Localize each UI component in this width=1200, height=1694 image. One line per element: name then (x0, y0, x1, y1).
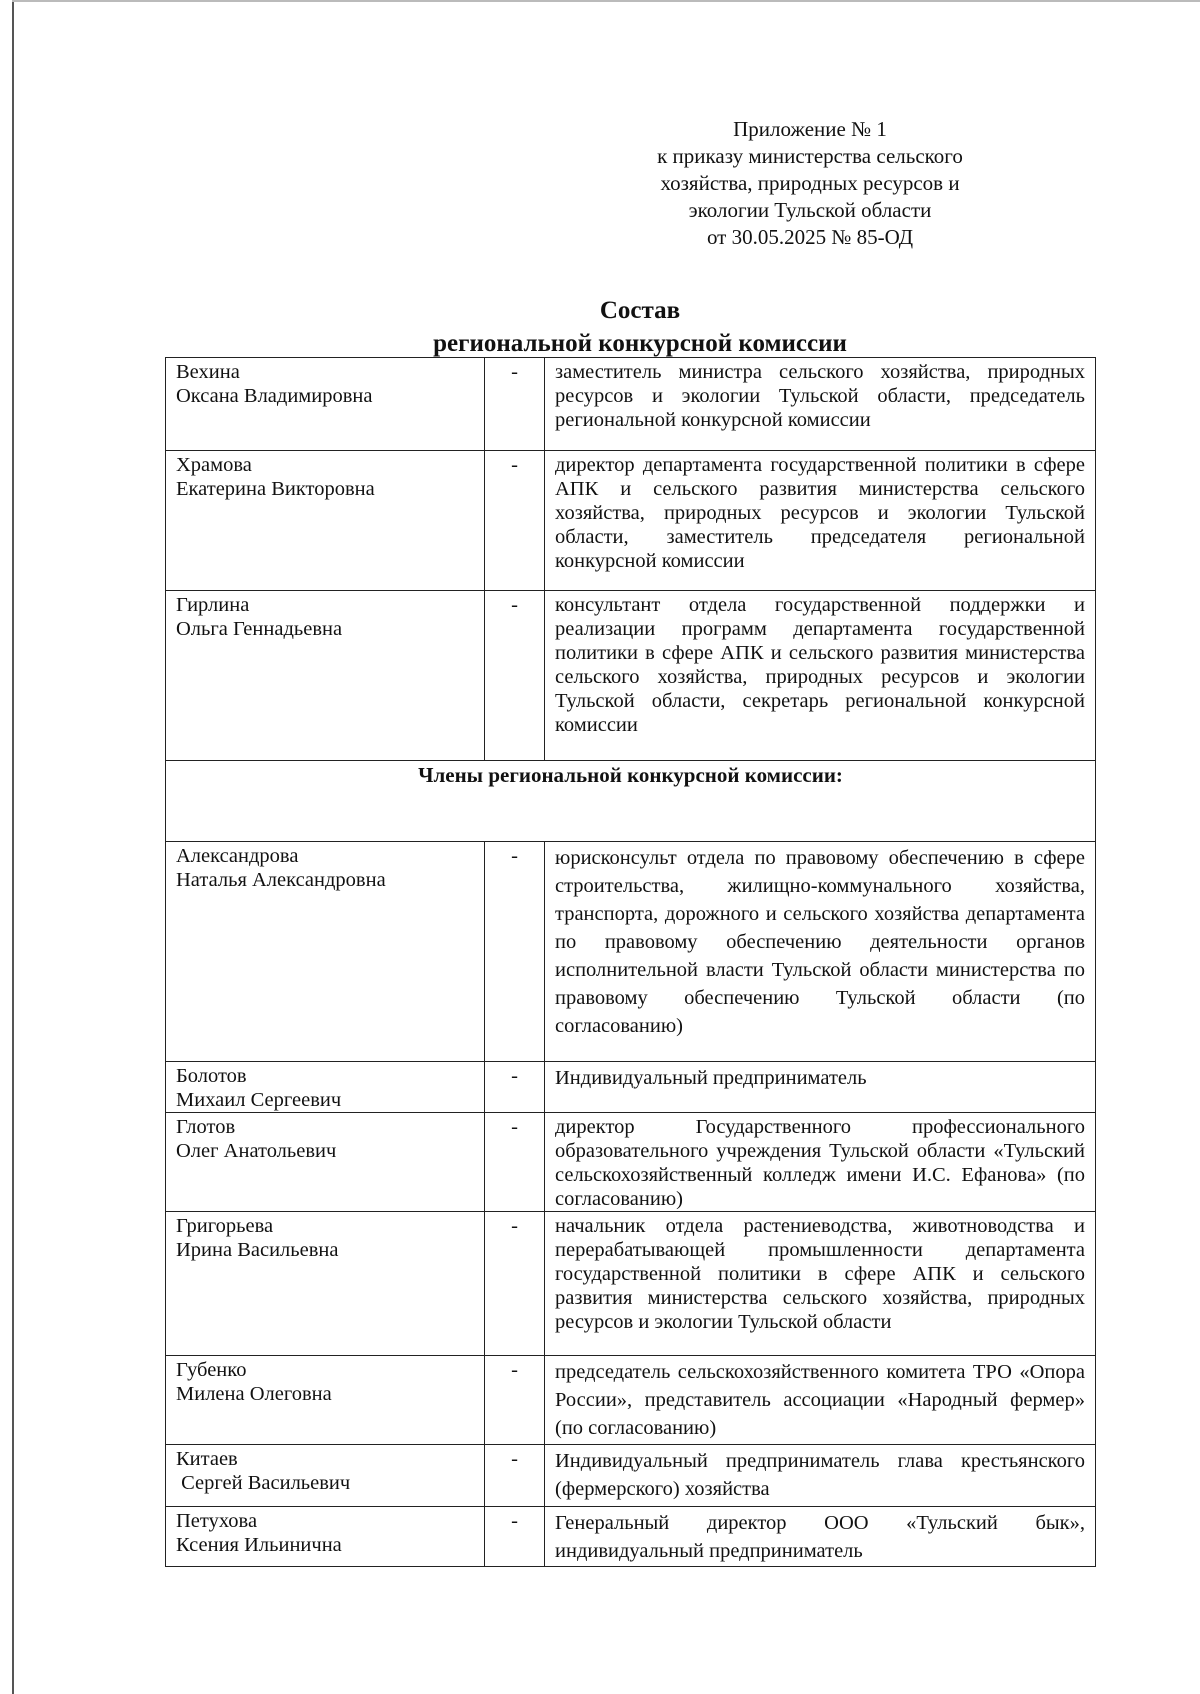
dash: - (485, 1062, 545, 1113)
table-row (166, 842, 1096, 1062)
table-row (166, 1356, 1096, 1445)
person-name (166, 1113, 485, 1212)
surname: Вехина (176, 361, 240, 383)
given-name: Наталья Александровна (176, 869, 386, 891)
person-name (166, 1356, 485, 1445)
surname: Гирлина (176, 594, 250, 616)
appendix-header (560, 116, 1060, 251)
dash: - (485, 1212, 545, 1356)
table-row (166, 591, 1096, 761)
given-name: Ксения Ильинична (176, 1534, 342, 1556)
surname: Болотов (176, 1065, 247, 1087)
person-name (166, 1507, 485, 1567)
given-name: Милена Олеговна (176, 1383, 332, 1405)
table-row (166, 1062, 1096, 1113)
table-row (166, 1212, 1096, 1356)
appendix-line: экологии Тульской области (688, 198, 932, 222)
given-name: Екатерина Викторовна (176, 478, 375, 500)
table-row (166, 358, 1096, 451)
document-subtitle: региональной конкурсной комиссии (433, 330, 847, 357)
document-title: Состав (599, 297, 681, 324)
table-row (166, 1507, 1096, 1567)
section-row (166, 761, 1096, 842)
appendix-number: Приложение № 1 (733, 117, 887, 141)
person-role: председатель сельскохозяйственного комитета ТРО «Опора России», представитель ассоциации «Народный фермер» (по согласованию) (545, 1356, 1096, 1445)
surname: Глотов (176, 1116, 236, 1138)
given-name: Оксана Владимировна (176, 385, 373, 407)
given-name: Ирина Васильевна (176, 1239, 339, 1261)
given-name: Олег Анатольевич (176, 1140, 337, 1162)
appendix-line: к приказу министерства сельского (657, 144, 963, 168)
dash: - (485, 1356, 545, 1445)
dash: - (485, 1507, 545, 1567)
page-edge (12, 0, 14, 1694)
table-row (166, 1113, 1096, 1212)
page-edge-top (12, 0, 1200, 2)
surname: Петухова (176, 1510, 258, 1532)
appendix-line: хозяйства, природных ресурсов и (660, 171, 960, 195)
person-role: директор департамента государственной политики в сфере АПК и сельского развития министерства сельского хозяйства, природных ресурсов и экологии Тульской области, заместитель председателя региональной конкурсной комиссии (545, 451, 1096, 591)
dash: - (485, 591, 545, 761)
person-role: начальник отдела растениеводства, животноводства и перерабатывающей промышленности департамента государственной политики в сфере АПК и сельского развития министерства сельского хозяйства, природных ресурсов и экологии Тульской области (545, 1212, 1096, 1356)
person-role: директор Государственного профессионального образовательного учреждения Тульской области «Тульский сельскохозяйственный колледж имени И.С. Ефанова» (по согласованию) (545, 1113, 1096, 1212)
dash: - (485, 842, 545, 1062)
dash: - (485, 1445, 545, 1507)
person-name (166, 1062, 485, 1113)
person-name (166, 1445, 485, 1507)
table-row (166, 1445, 1096, 1507)
person-name (166, 591, 485, 761)
commission-table (165, 357, 1096, 1567)
person-role: юрисконсульт отдела по правовому обеспечению в сфере строительства, жилищно-коммунального хозяйства, транспорта, дорожного и сельского хозяйства департамента по правовому обеспечению деятельности органов исполнительной власти Тульской области министерства по правовому обеспечению Тульской области (по согласованию) (545, 842, 1096, 1062)
person-role: Индивидуальный предприниматель (545, 1062, 1096, 1113)
person-name (166, 358, 485, 451)
person-name (166, 842, 485, 1062)
appendix-date: от 30.05.2025 № 85-ОД (706, 225, 914, 249)
dash: - (485, 358, 545, 451)
surname: Китаев (176, 1448, 238, 1470)
person-role: Индивидуальный предприниматель глава крестьянского (фермерского) хозяйства (545, 1445, 1096, 1507)
person-name (166, 1212, 485, 1356)
given-name: Сергей Васильевич (176, 1472, 351, 1494)
surname: Храмова (176, 454, 252, 476)
person-role: консультант отдела государственной поддержки и реализации программ департамента государственной политики в сфере АПК и сельского развития министерства сельского хозяйства, природных ресурсов и экологии Тульской области, секретарь региональной конкурсной комиссии (545, 591, 1096, 761)
table-row (166, 451, 1096, 591)
person-name (166, 451, 485, 591)
dash: - (485, 451, 545, 591)
given-name: Михаил Сергеевич (176, 1089, 342, 1111)
person-role: Генеральный директор ООО «Тульский бык», индивидуальный предприниматель (545, 1507, 1096, 1567)
person-role: заместитель министра сельского хозяйства, природных ресурсов и экологии Тульской области, председатель региональной конкурсной комиссии (545, 358, 1096, 451)
surname: Губенко (176, 1359, 247, 1381)
surname: Григорьева (176, 1215, 274, 1237)
surname: Александрова (176, 845, 299, 867)
given-name: Ольга Геннадьевна (176, 618, 343, 640)
dash: - (485, 1113, 545, 1212)
members-heading: Члены региональной конкурсной комиссии: (166, 761, 1096, 842)
